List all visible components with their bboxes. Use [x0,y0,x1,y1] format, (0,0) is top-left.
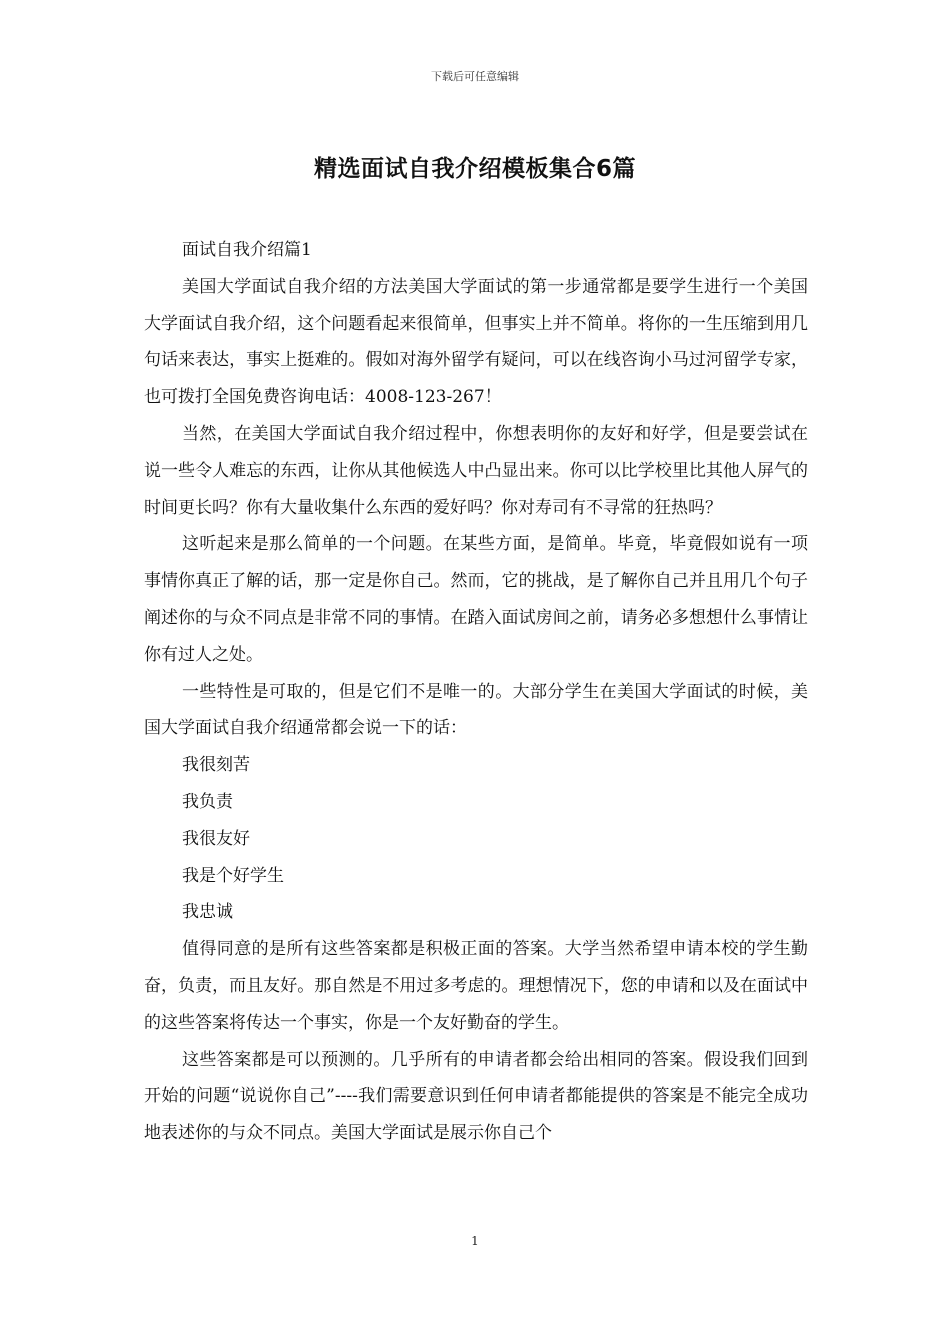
paragraph: 一些特性是可取的，但是它们不是唯一的。大部分学生在美国大学面试的时候，美国大学面试自我介绍通常都会说一下的话： [144,681,808,739]
section-heading: 面试自我介绍篇1 [182,240,312,260]
document-title: 精选面试自我介绍模板集合6篇 [313,156,636,182]
list-line: 我很友好 [182,828,250,849]
list-line: 我是个好学生 [182,865,284,886]
paragraph: 美国大学面试自我介绍的方法美国大学面试的第一步通常都是要学生进行一个美国大学面试自我介绍，这个问题看起来很简单，但事实上并不简单。将你的一生压缩到用几句话来表达，事实上挺难的。假如对海外留学有疑问，可以在线咨询小马过河留学专家，也可拨打全国免费咨询电话：4008-123-267！ [144,276,808,408]
paragraph: 当然，在美国大学面试自我介绍过程中，你想表明你的友好和好学，但是要尝试在说一些令人难忘的东西，让你从其他候选人中凸显出来。你可以比学校里比其他人屏气的时间更长吗？你有大量收集什么东西的爱好吗？你对寿司有不寻常的狂热吗？ [144,423,808,518]
paragraph: 这听起来是那么简单的一个问题。在某些方面，是简单。毕竟，毕竟假如说有一项事情你真正了解的话，那一定是你自己。然而，它的挑战，是了解你自己并且用几个句子阐述你的与众不同点是非常不同的事情。在踏入面试房间之前，请务必多想想什么事情让你有过人之处。 [144,534,808,665]
list-line: 我忠诚 [182,902,233,923]
document-body [144,232,808,1152]
page-number: 1 [471,1234,479,1248]
paragraph: 值得同意的是所有这些答案都是积极正面的答案。大学当然希望申请本校的学生勤奋，负责，而且友好。那自然是不用过多考虑的。理想情况下，您的申请和以及在面试中的这些答案将传达一个事实，你是一个友好勤奋的学生。 [144,939,808,1033]
list-line: 我很刻苦 [182,755,250,776]
header-note: 下载后可任意编辑 [431,70,519,83]
paragraph: 这些答案都是可以预测的。几乎所有的申请者都会给出相同的答案。假设我们回到开始的问题“说说你自己”----我们需要意识到任何申请者都能提供的答案是不能完全成功地表述你的与众不同点。美国大学面试是展示你自己个 [144,1049,808,1144]
list-line: 我负责 [182,791,233,812]
